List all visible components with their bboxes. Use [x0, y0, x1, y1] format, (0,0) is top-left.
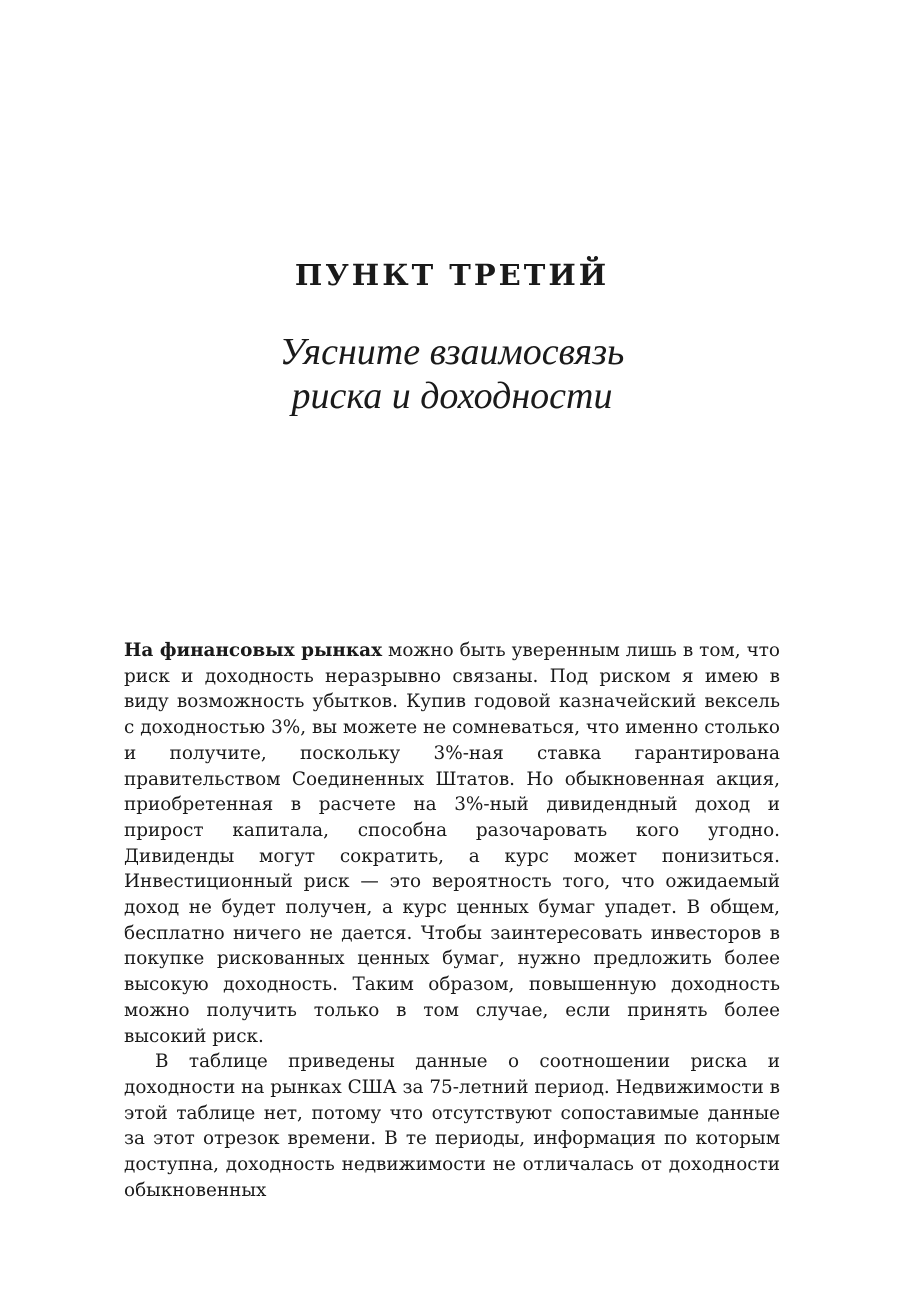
body-text: [124, 638, 780, 1203]
paragraph-2: В таблице приведены данные о соотношении риска и доходности на рынках США за 75-летний период. Недвижимости в этой таблице нет, потому что отсутствуют сопоставимые данные за этот отрезок времени. В те периоды, информация по которым доступна, доходность недвижимости не отличалась от доходности обыкновенных: [124, 1051, 780, 1201]
chapter-title: [0, 330, 904, 418]
chapter-label: ПУНКТ ТРЕТИЙ: [294, 258, 610, 292]
chapter-title-line-2: риска и доходности: [291, 375, 613, 417]
paragraph-1: [124, 638, 780, 1049]
paragraph-1-lead: На финансовых рынках: [124, 640, 383, 661]
chapter-title-line-1: Уясните взаимосвязь: [279, 331, 625, 373]
paragraph-1-text: можно быть уверенным лишь в том, что риск и доходность неразрывно связаны. Под риском я имею в виду возможность убытков. Купив годовой казначейский вексель с доходностью 3%, вы можете не сомневаться, что именно столько и получите, поскольку 3%-ная ставка гарантирована правительством Соединенных Штатов. Но обыкновенная акция, приобретенная в расчете на 3%-ный дивидендный доход и прирост капитала, способна разочаровать кого угодно. Дивиденды могут сократить, а курс может понизиться. Инвестиционный риск — это вероятность того, что ожидаемый доход не будет получен, а курс ценных бумаг упадет. В общем, бесплатно ничего не дается. Чтобы заинтересовать инвесторов в покупке рискованных ценных бумаг, нужно предложить более высокую доходность. Таким образом, повышенную доходность можно получить только в том случае, если принять более высокий риск.: [124, 640, 780, 1047]
